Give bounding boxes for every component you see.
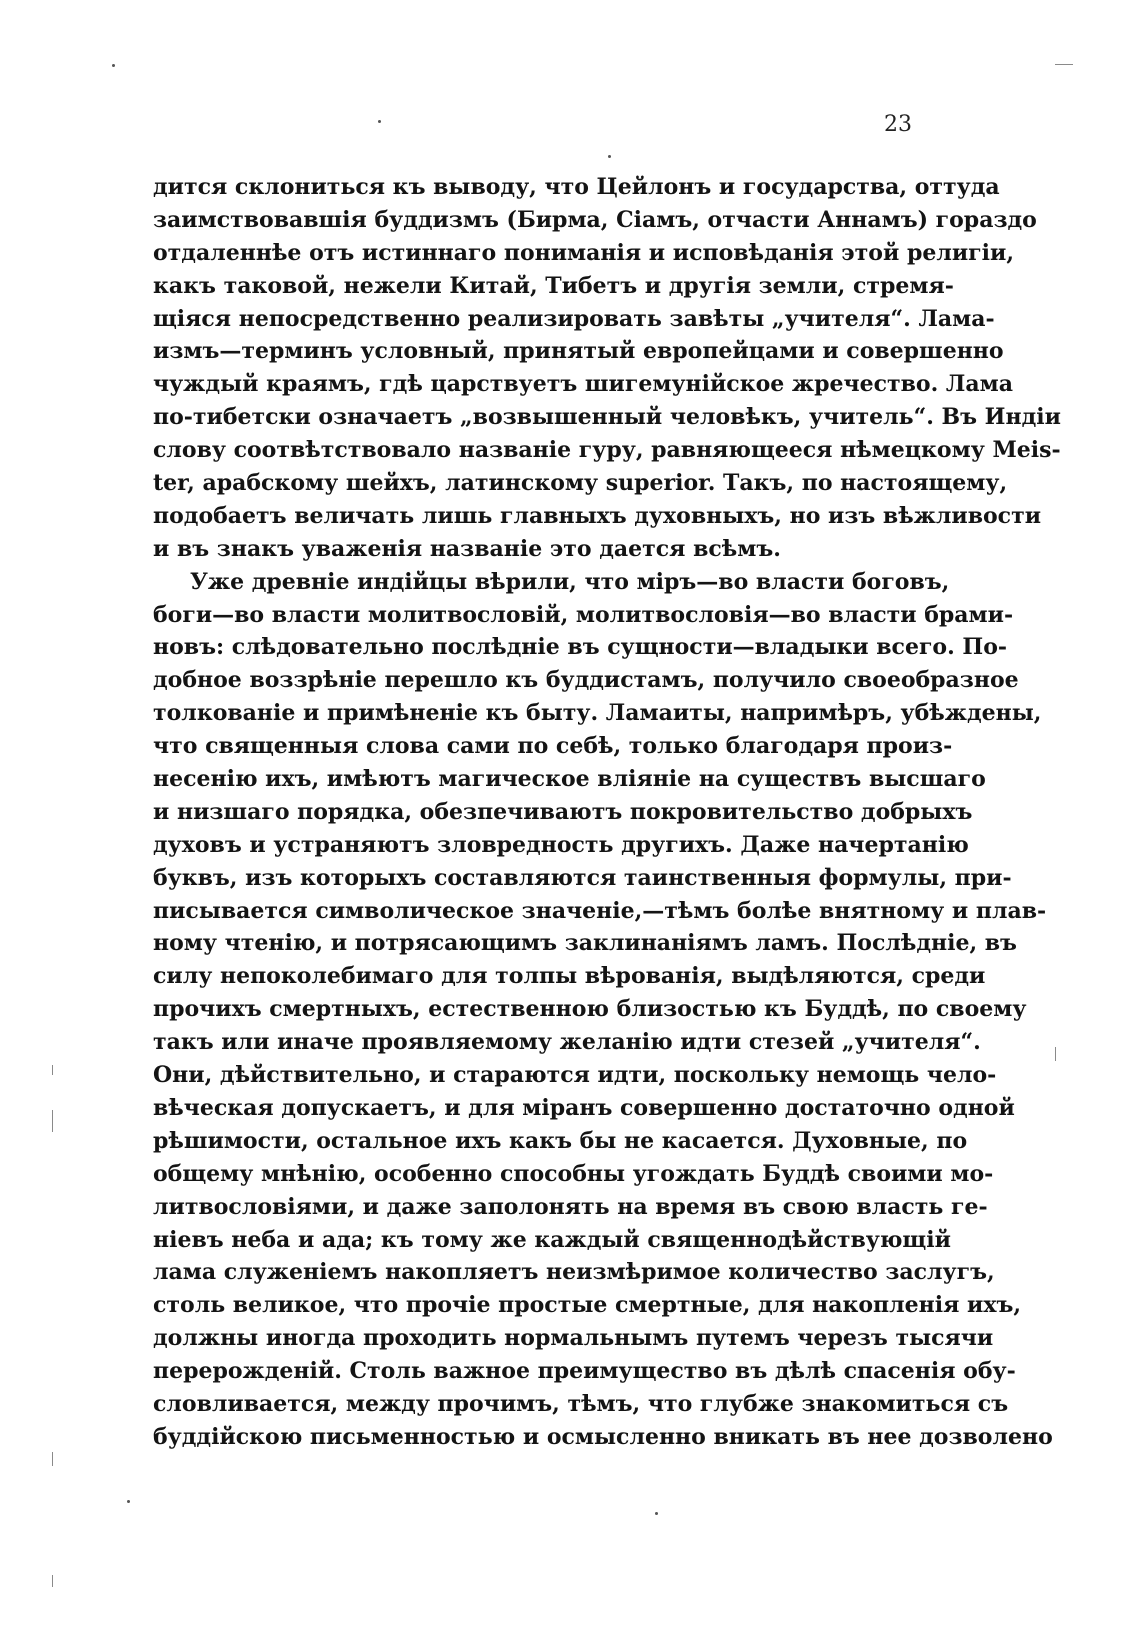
- scan-speck: [655, 1512, 658, 1515]
- text-line: дится склониться къ выводу, что Цейлонъ и государства, оттуда: [153, 174, 1000, 200]
- text-line: отдаленнѣе отъ истиннаго пониманія и исповѣданія этой религіи,: [153, 239, 1014, 266]
- text-line: по-тибетски означаетъ „возвышенный человѣкъ, учитель“. Въ Индіи: [153, 404, 1061, 431]
- text-line: ніевъ неба и ада; къ тому же каждый священнодѣйствующій: [153, 1226, 951, 1253]
- text-line: писывается символическое значеніе,—тѣмъ болѣе внятному и плав-: [153, 897, 1047, 924]
- scan-edge-mark: [1055, 64, 1073, 65]
- text-line: измъ—терминъ условный, принятый европейцами и совершенно: [153, 338, 1004, 365]
- text-line: что священныя слова сами по себѣ, только благодаря произ-: [153, 733, 953, 760]
- text-line: буддійскою письменностью и осмысленно вникать въ нее дозволено: [153, 1423, 1053, 1450]
- text-line: общему мнѣнію, особенно способны угождать Буддѣ своими мо-: [153, 1160, 994, 1187]
- text-line: боги—во власти молитвословій, молитвословія—во власти брами-: [153, 601, 1014, 628]
- text-line: заимствовавшія буддизмъ (Бирма, Сіамъ, отчасти Аннамъ) гораздо: [153, 206, 1037, 233]
- text-line: слову соотвѣтствовало названіе гуру, равняющееся нѣмецкому Meis-: [153, 437, 1061, 464]
- text-line: и низшаго порядка, обезпечиваютъ покровительство добрыхъ: [153, 798, 973, 825]
- scan-edge-mark: [52, 1452, 53, 1466]
- text-line: силу непоколебимаго для толпы вѣрованія, выдѣляются, среди: [153, 963, 986, 990]
- scan-speck: [112, 64, 115, 67]
- scan-speck: [378, 120, 381, 123]
- paragraph: [153, 171, 1061, 566]
- text-line: духовъ и устраняютъ зловредность другихъ. Даже начертанію: [153, 831, 969, 858]
- text-line: перерожденій. Столь важное преимущество въ дѣлѣ спасенія обу-: [153, 1358, 1016, 1385]
- text-line: литвословіями, и даже заполонять на время въ свою власть ге-: [153, 1193, 988, 1220]
- page-number: 23: [884, 112, 912, 137]
- text-line: добное воззрѣніе перешло къ буддистамъ, получило своеобразное: [153, 667, 1019, 694]
- text-line: лама служеніемъ накопляетъ неизмѣримое количество заслугъ,: [153, 1259, 995, 1286]
- text-line: Они, дѣйствительно, и стараются идти, поскольку немощь чело-: [153, 1062, 997, 1089]
- text-line: такъ или иначе проявляемому желанію идти стезей „учителя“.: [153, 1029, 981, 1056]
- scan-edge-mark: [52, 1065, 53, 1075]
- text-line: подобаетъ величать лишь главныхъ духовныхъ, но изъ вѣжливости: [153, 502, 1042, 529]
- text-line: словливается, между прочимъ, тѣмъ, что глубже знакомиться съ: [153, 1390, 1009, 1417]
- text-line: вѣческая допускаетъ, и для міранъ совершенно достаточно одной: [153, 1094, 1015, 1121]
- scan-speck: [608, 155, 611, 158]
- text-line: и въ знакъ уваженія названіе это дается всѣмъ.: [153, 535, 781, 562]
- scan-edge-mark: [52, 1110, 53, 1132]
- text-line: какъ таковой, нежели Китай, Тибетъ и другія земли, стремя-: [153, 272, 954, 299]
- text-line: чуждый краямъ, гдѣ царствуетъ шигемунійское жречество. Лама: [153, 371, 1013, 398]
- text-line: щіяся непосредственно реализировать завѣты „учителя“. Лама-: [153, 305, 995, 332]
- text-line: прочихъ смертныхъ, естественною близостью къ Буддѣ, по своему: [153, 996, 1027, 1023]
- main-text: [153, 171, 1061, 1454]
- paragraph: [153, 566, 1053, 1454]
- text-line: столь великое, что прочіе простые смертные, для накопленія ихъ,: [153, 1292, 1021, 1319]
- text-line: ному чтенію, и потрясающимъ заклинаніямъ ламъ. Послѣдніе, въ: [153, 930, 1017, 957]
- text-line: рѣшимости, остальное ихъ какъ бы не касается. Духовные, по: [153, 1127, 968, 1154]
- text-line: ter, арабскому шейхъ, латинскому superior. Такъ, по настоящему,: [153, 470, 1008, 497]
- scan-speck: [127, 1500, 130, 1503]
- text-line: должны иногда проходить нормальнымъ путемъ черезъ тысячи: [153, 1325, 994, 1352]
- text-line: Уже древніе индійцы вѣрили, что міръ—во власти боговъ,: [190, 568, 950, 595]
- text-line: буквъ, изъ которыхъ составляются таинственныя формулы, при-: [153, 864, 1012, 891]
- scan-edge-mark: [52, 1575, 53, 1587]
- text-line: новъ: слѣдовательно послѣдніе въ сущности—владыки всего. По-: [153, 634, 1008, 661]
- text-line: толкованіе и примѣненіе къ быту. Ламаиты, напримѣръ, убѣждены,: [153, 700, 1042, 727]
- scan-edge-mark: [1055, 1047, 1056, 1061]
- text-line: несенію ихъ, имѣютъ магическое вліяніе на существъ высшаго: [153, 766, 986, 793]
